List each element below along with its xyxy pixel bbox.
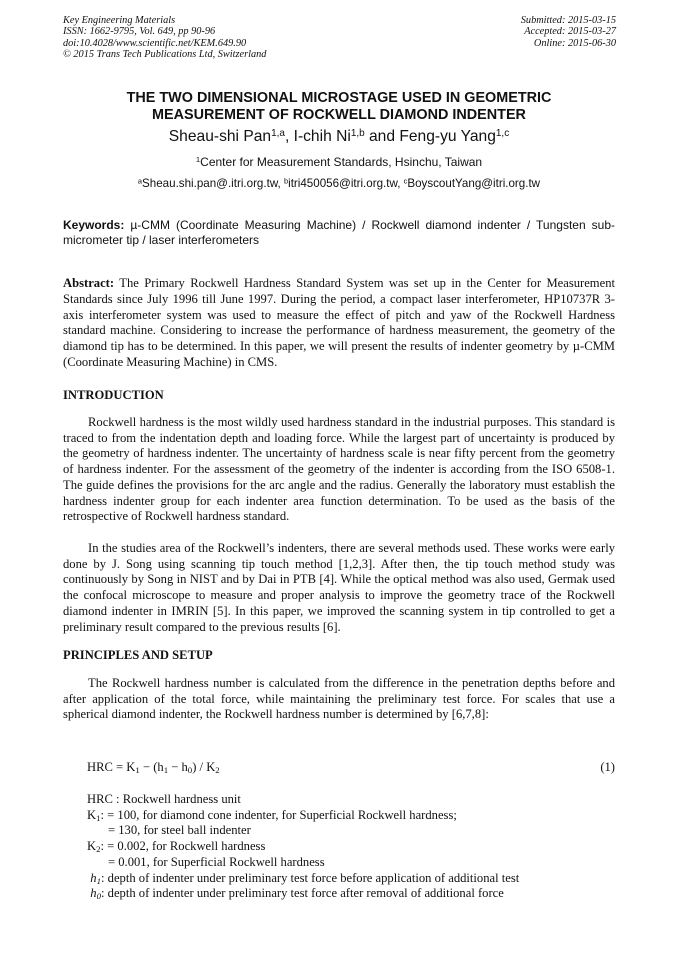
definition-row xyxy=(87,839,519,855)
author-name: Sheau-shi Pan xyxy=(168,128,272,145)
author-affiliation-mark: 1,a xyxy=(271,128,285,140)
journal-copyright: © 2015 Trans Tech Publications Ltd, Switzerland xyxy=(63,49,267,61)
equation-part: − (h xyxy=(139,760,164,774)
author-emails xyxy=(63,177,615,191)
publication-dates xyxy=(521,15,616,49)
email-mark: b xyxy=(284,176,289,186)
definition-subscript: 2 xyxy=(96,844,101,855)
definition-text: : depth of indenter under preliminary test force before application of additional test xyxy=(101,870,520,885)
equation-subscript: 1 xyxy=(163,765,169,776)
definition-text: = 0.001, for Superficial Rockwell hardness xyxy=(108,854,325,869)
title-line-2: MEASUREMENT OF ROCKWELL DIAMOND INDENTER xyxy=(152,107,526,123)
keywords-section xyxy=(63,218,615,247)
title-line-1: THE TWO DIMENSIONAL MICROSTAGE USED IN GEOMETRIC xyxy=(126,90,552,106)
definition-row xyxy=(87,808,519,824)
definition-text: : = 0.002, for Rockwell hardness xyxy=(100,839,266,854)
equation-subscript: 0 xyxy=(187,765,193,776)
definition-text: HRC : Rockwell hardness unit xyxy=(87,792,241,806)
definition-text: : = 100, for diamond cone indenter, for Superficial Rockwell hardness; xyxy=(100,807,457,822)
definition-row xyxy=(87,792,519,808)
author-separator: and xyxy=(364,128,400,145)
definition-text: = 130, for steel ball indenter xyxy=(108,823,251,838)
email-mark: c xyxy=(403,176,408,186)
journal-issn: ISSN: 1662-9795, Vol. 649, pp 90-96 xyxy=(63,26,216,38)
email-link[interactable]: itri450056@itri.org.tw, xyxy=(288,177,404,190)
author-name: I-chih Ni xyxy=(293,128,351,145)
principles-paragraph-1: The Rockwell hardness number is calculated from the difference in the penetration depths before and after application of the total force, while maintaining the preliminary test force. For scales that use a spherical diamond indenter, the Rockwell hardness number is determined by [6,7,8]: xyxy=(63,676,615,722)
journal-doi: doi:10.4028/www.scientific.net/KEM.649.90 xyxy=(63,37,247,49)
author-affiliation-mark: 1,b xyxy=(350,128,365,140)
email-link[interactable]: Sheau.shi.pan@.itri.org.tw, xyxy=(142,177,284,190)
paper-title xyxy=(63,90,615,124)
definition-row xyxy=(87,871,519,887)
affiliation-text: Center for Measurement Standards, Hsinchu, Taiwan xyxy=(200,155,483,169)
equation-hrc xyxy=(87,760,220,775)
date-online: Online: 2015-06-30 xyxy=(533,37,616,49)
introduction-heading: INTRODUCTION xyxy=(63,388,164,402)
abstract-section xyxy=(63,276,615,371)
journal-name: Key Engineering Materials xyxy=(63,15,176,26)
symbol-letter: h xyxy=(90,870,97,885)
equation-number: (1) xyxy=(600,760,615,774)
abstract-label: Abstract: xyxy=(63,276,115,290)
abstract-text: The Primary Rockwell Hardness Standard System was set up in the Center for Measurement Standards since July 1996 till June 1997. During the period, a compact laser interferometer, HP10737R 3-axis interferometer system was used to measure the effect of pitch and yaw of the Rockwell Hardness standard machine. Considering to increase the performance of hardness measurement, the geometry of the diamond tip has to be determined. In this paper, we will present the results of indenter geometry by µ-CMM (Coordinate Measuring Machine) in CMS. xyxy=(63,276,615,369)
equation-part: ) / K xyxy=(192,760,216,774)
definition-symbol: K xyxy=(87,839,97,854)
author-name: Feng-yu Yang xyxy=(399,128,496,145)
author-separator: , xyxy=(284,128,294,145)
introduction-paragraph-2: In the studies area of the Rockwell’s indenters, there are several methods used. These works were early done by J. Song using scanning tip touch method [1,2,3]. After then, the tip touch method study was continuously by Song in NIST and by Dai in PTB [4]. While the optical method was also used, Germak used the confocal microscope to measure and proper analysis to improve the geometry trace of the Rockwell diamond indenter in IMRIN [5]. In this paper, we improved the scanning system in tip controlled to get a preliminary result compared to the previous results [6]. xyxy=(63,541,615,634)
symbol-definitions xyxy=(87,792,519,902)
introduction-paragraph-1: Rockwell hardness is the most wildly used hardness standard in the industrial purposes. This standard is traced to from the indentation depth and loading force. While the largest part of uncertainty is produced by the geometry of hardness indenter. The uncertainty of hardness scale is near fifty percent from the geometry of hardness indenter. For the assessment of the geometry of the indenter is according from the ISO 6508-1. The guide defines the provisions for the arc angle and the radius. Generally the laboratory must establish the hardness indenter group for each indenter area function determination. To be used as the basis of the retrospective of Rockwell hardness standard. xyxy=(63,415,615,524)
definition-subscript: 0 xyxy=(96,891,101,902)
date-accepted: Accepted: 2015-03-27 xyxy=(524,26,616,38)
affiliation-mark: 1 xyxy=(195,155,201,165)
email-mark: a xyxy=(137,176,143,186)
equation-subscript: 1 xyxy=(135,765,140,776)
definition-subscript: 1 xyxy=(96,812,101,823)
equation-part: HRC = K xyxy=(87,760,136,774)
definition-text: : depth of indenter under preliminary test force after removal of additional force xyxy=(101,886,504,901)
author-list xyxy=(63,128,615,146)
definition-row xyxy=(87,855,519,871)
equation-part: − h xyxy=(168,760,188,774)
author-affiliation-mark: 1,c xyxy=(495,128,510,140)
date-submitted: Submitted: 2015-03-15 xyxy=(520,15,616,26)
keywords-text: µ-CMM (Coordinate Measuring Machine) / Rockwell diamond indenter / Tungsten sub-micrometer tip / laser interferometers xyxy=(63,218,615,247)
definition-row xyxy=(87,823,519,839)
definition-symbol: K xyxy=(87,807,97,822)
affiliation xyxy=(63,155,615,169)
definition-row xyxy=(87,886,519,902)
principles-heading: PRINCIPLES AND SETUP xyxy=(63,648,213,662)
keywords-label: Keywords: xyxy=(63,218,125,232)
definition-symbol xyxy=(87,886,101,902)
definition-subscript: 1 xyxy=(96,875,101,886)
equation-subscript: 2 xyxy=(215,765,220,776)
journal-info xyxy=(63,15,266,61)
email-link[interactable]: BoyscoutYang@itri.org.tw xyxy=(407,177,541,190)
symbol-letter: h xyxy=(90,886,97,901)
definition-symbol xyxy=(87,871,101,887)
